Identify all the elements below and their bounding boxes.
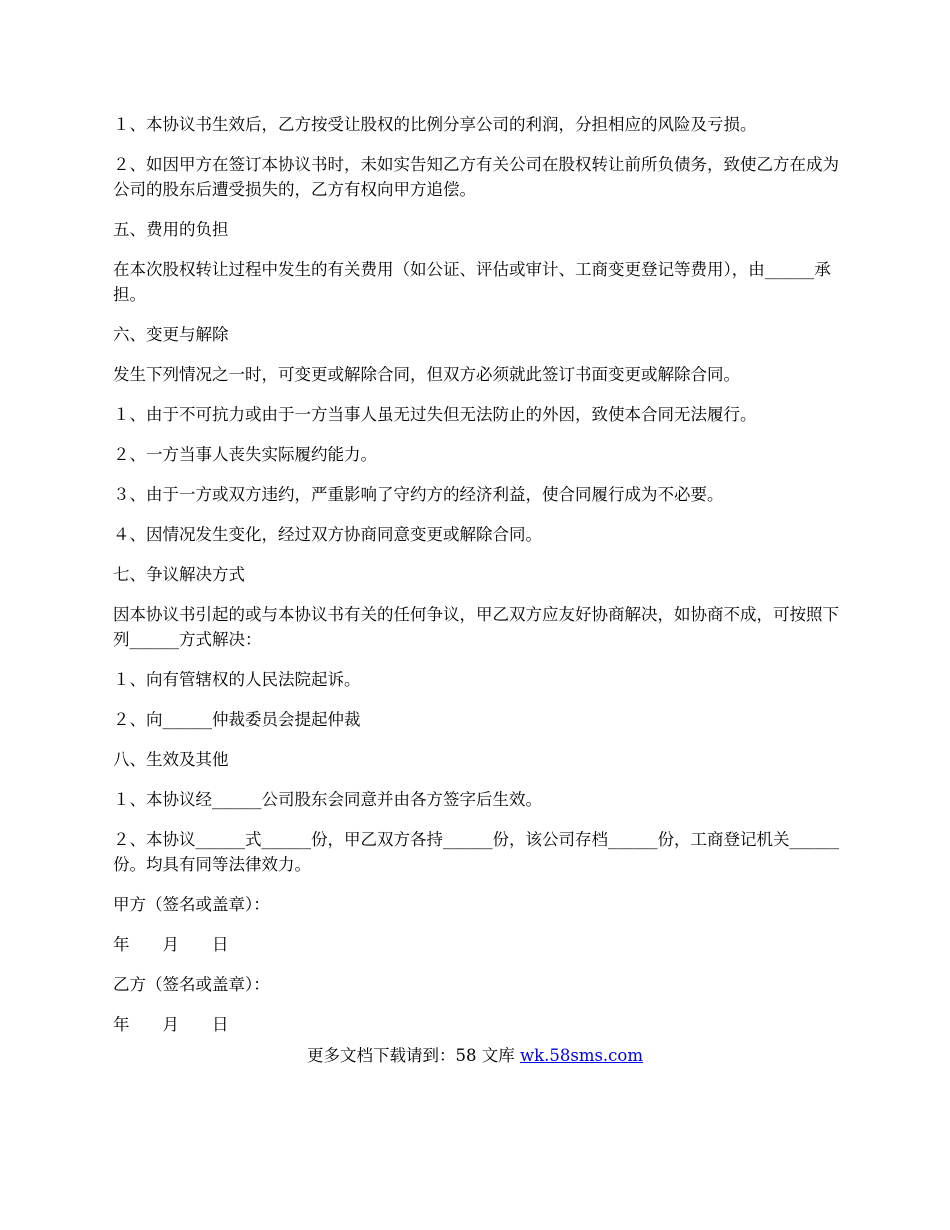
section-heading: 八、生效及其他 xyxy=(113,750,229,769)
clause-paragraph: １、本协议书生效后，乙方按受让股权的比例分享公司的利润，分担相应的风险及亏损。 xyxy=(113,115,757,134)
section-heading: 五、费用的负担 xyxy=(113,220,229,239)
party-a-date: 年 月 日 xyxy=(113,935,229,954)
document-body xyxy=(113,112,843,1037)
clause-paragraph: １、由于不可抗力或由于一方当事人虽无过失但无法防止的外因，致使本合同无法履行。 xyxy=(113,405,757,424)
clause-paragraph: １、本协议经______公司股东会同意并由各方签字后生效。 xyxy=(113,790,542,809)
footer-text: 更多文档下载请到：58 文库 xyxy=(306,1046,520,1065)
clause-paragraph: 发生下列情况之一时，可变更或解除合同，但双方必须就此签订书面变更或解除合同。 xyxy=(113,365,740,384)
footer-link[interactable]: wk.58sms.com xyxy=(519,1046,643,1065)
clause-paragraph: ２、向______仲裁委员会提起仲裁 xyxy=(113,710,361,729)
section-heading: 七、争议解决方式 xyxy=(113,565,245,584)
party-b-date: 年 月 日 xyxy=(113,1015,229,1034)
party-b-signature: 乙方（签名或盖章）： xyxy=(113,975,270,994)
party-a-signature: 甲方（签名或盖章）： xyxy=(113,895,270,914)
clause-paragraph: ２、一方当事人丧失实际履约能力。 xyxy=(113,445,377,464)
clause-paragraph: 因本协议书引起的或与本协议书有关的任何争议，甲乙双方应友好协商解决，如协商不成，可按照下列______方式解决： xyxy=(113,605,839,649)
clause-paragraph: 在本次股权转让过程中发生的有关费用（如公证、评估或审计、工商变更登记等费用），由______承担。 xyxy=(113,260,831,304)
download-footer xyxy=(0,1043,950,1068)
clause-paragraph: ３、由于一方或双方违约，严重影响了守约方的经济利益，使合同履行成为不必要。 xyxy=(113,485,724,504)
clause-paragraph: ４、因情况发生变化，经过双方协商同意变更或解除合同。 xyxy=(113,525,542,544)
clause-paragraph: ２、如因甲方在签订本协议书时，未如实告知乙方有关公司在股权转让前所负债务，致使乙方在成为公司的股东后遭受损失的，乙方有权向甲方追偿。 xyxy=(113,155,839,199)
clause-paragraph: １、向有管辖权的人民法院起诉。 xyxy=(113,670,361,689)
clause-paragraph: ２、本协议______式______份，甲乙双方各持______份，该公司存档______份，工商登记机关______份。均具有同等法律效力。 xyxy=(113,830,839,874)
section-heading: 六、变更与解除 xyxy=(113,325,229,344)
